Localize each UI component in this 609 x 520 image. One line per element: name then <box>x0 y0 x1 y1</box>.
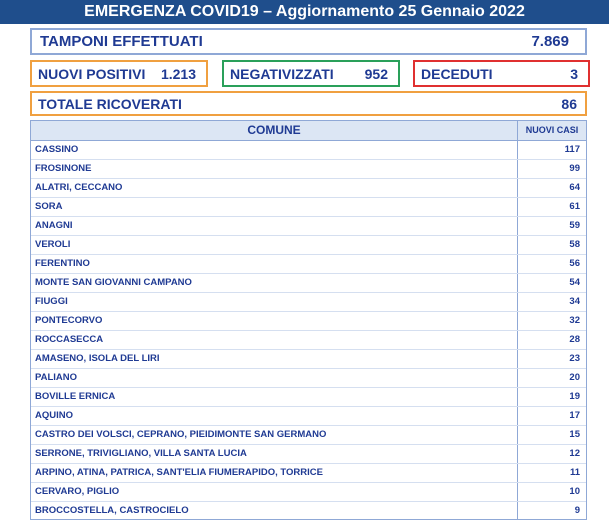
deceduti-label: DECEDUTI <box>421 65 493 82</box>
table-row <box>31 350 586 369</box>
comune-cell: MONTE SAN GIOVANNI CAMPANO <box>31 274 518 292</box>
cases-cell: 61 <box>569 201 580 212</box>
cases-cell: 10 <box>569 486 580 497</box>
comune-cell: ANAGNI <box>31 217 518 235</box>
table-row <box>31 141 586 160</box>
table-row <box>31 331 586 350</box>
comune-cell: FROSINONE <box>31 160 518 178</box>
cases-cell: 59 <box>569 220 580 231</box>
comune-cell: FIUGGI <box>31 293 518 311</box>
cases-cell: 56 <box>569 258 580 269</box>
comune-cell: CASSINO <box>31 141 518 159</box>
nuovi-positivi-value: 1.213 <box>160 65 196 82</box>
cases-cell: 17 <box>569 410 580 421</box>
cases-cell: 64 <box>569 182 580 193</box>
cases-cell: 28 <box>569 334 580 345</box>
comune-cell: CASTRO DEI VOLSCI, CEPRANO, PIEIDIMONTE SAN GERMANO <box>31 426 518 444</box>
tamponi-value: 7.869 <box>531 33 569 50</box>
cases-cell: 34 <box>569 296 580 307</box>
table-row <box>31 369 586 388</box>
cases-cell: 19 <box>569 391 580 402</box>
cases-cell: 99 <box>569 163 580 174</box>
table-row <box>31 407 586 426</box>
negativizzati-box <box>222 60 400 87</box>
table-row <box>31 198 586 217</box>
deceduti-value: 3 <box>570 65 578 82</box>
comune-cell: VEROLI <box>31 236 518 254</box>
table-row <box>31 236 586 255</box>
table-row <box>31 312 586 331</box>
comune-cell: PONTECORVO <box>31 312 518 330</box>
deceduti-box <box>413 60 590 87</box>
column-header-comune: COMUNE <box>31 121 518 140</box>
tamponi-label: TAMPONI EFFETTUATI <box>40 33 203 50</box>
comune-cell: ALATRI, CECCANO <box>31 179 518 197</box>
table-row <box>31 255 586 274</box>
cases-cell: 58 <box>569 239 580 250</box>
table-row <box>31 179 586 198</box>
table-row <box>31 502 586 520</box>
comune-cell: ARPINO, ATINA, PATRICA, SANT'ELIA FIUMERAPIDO, TORRICE <box>31 464 518 482</box>
table-row <box>31 483 586 502</box>
tamponi-box <box>30 28 587 55</box>
nuovi-positivi-box <box>30 60 208 87</box>
comune-cell: CERVARO, PIGLIO <box>31 483 518 501</box>
table-header <box>31 121 586 141</box>
comune-cell: SERRONE, TRIVIGLIANO, VILLA SANTA LUCIA <box>31 445 518 463</box>
negativizzati-value: 952 <box>364 65 388 82</box>
comune-cell: FERENTINO <box>31 255 518 273</box>
table-row <box>31 426 586 445</box>
table-row <box>31 388 586 407</box>
nuovi-positivi-label: NUOVI POSITIVI <box>38 65 146 82</box>
negativizzati-label: NEGATIVIZZATI <box>230 65 334 82</box>
table-row <box>31 464 586 483</box>
comune-cell: AMASENO, ISOLA DEL LIRI <box>31 350 518 368</box>
page-title: EMERGENZA COVID19 – Aggiornamento 25 Gennaio 2022 <box>0 0 609 24</box>
cases-cell: 9 <box>574 505 580 516</box>
comune-cell: PALIANO <box>31 369 518 387</box>
cases-cell: 20 <box>569 372 580 383</box>
cases-cell: 15 <box>569 429 580 440</box>
cases-table <box>30 120 587 520</box>
cases-cell: 32 <box>569 315 580 326</box>
cases-cell: 54 <box>569 277 580 288</box>
comune-cell: BROCCOSTELLA, CASTROCIELO <box>31 502 518 520</box>
totale-ricoverati-box <box>30 91 587 116</box>
comune-cell: SORA <box>31 198 518 216</box>
comune-cell: BOVILLE ERNICA <box>31 388 518 406</box>
table-row <box>31 274 586 293</box>
cases-cell: 117 <box>564 144 580 155</box>
table-row <box>31 293 586 312</box>
table-row <box>31 217 586 236</box>
column-header-nuovi-casi: NUOVI CASI <box>525 125 579 135</box>
table-row <box>31 160 586 179</box>
cases-cell: 12 <box>569 448 580 459</box>
totale-ricoverati-value: 86 <box>561 95 577 112</box>
table-row <box>31 445 586 464</box>
comune-cell: AQUINO <box>31 407 518 425</box>
totale-ricoverati-label: TOTALE RICOVERATI <box>38 95 182 112</box>
cases-cell: 23 <box>569 353 580 364</box>
cases-cell: 11 <box>569 467 580 478</box>
comune-cell: ROCCASECCA <box>31 331 518 349</box>
